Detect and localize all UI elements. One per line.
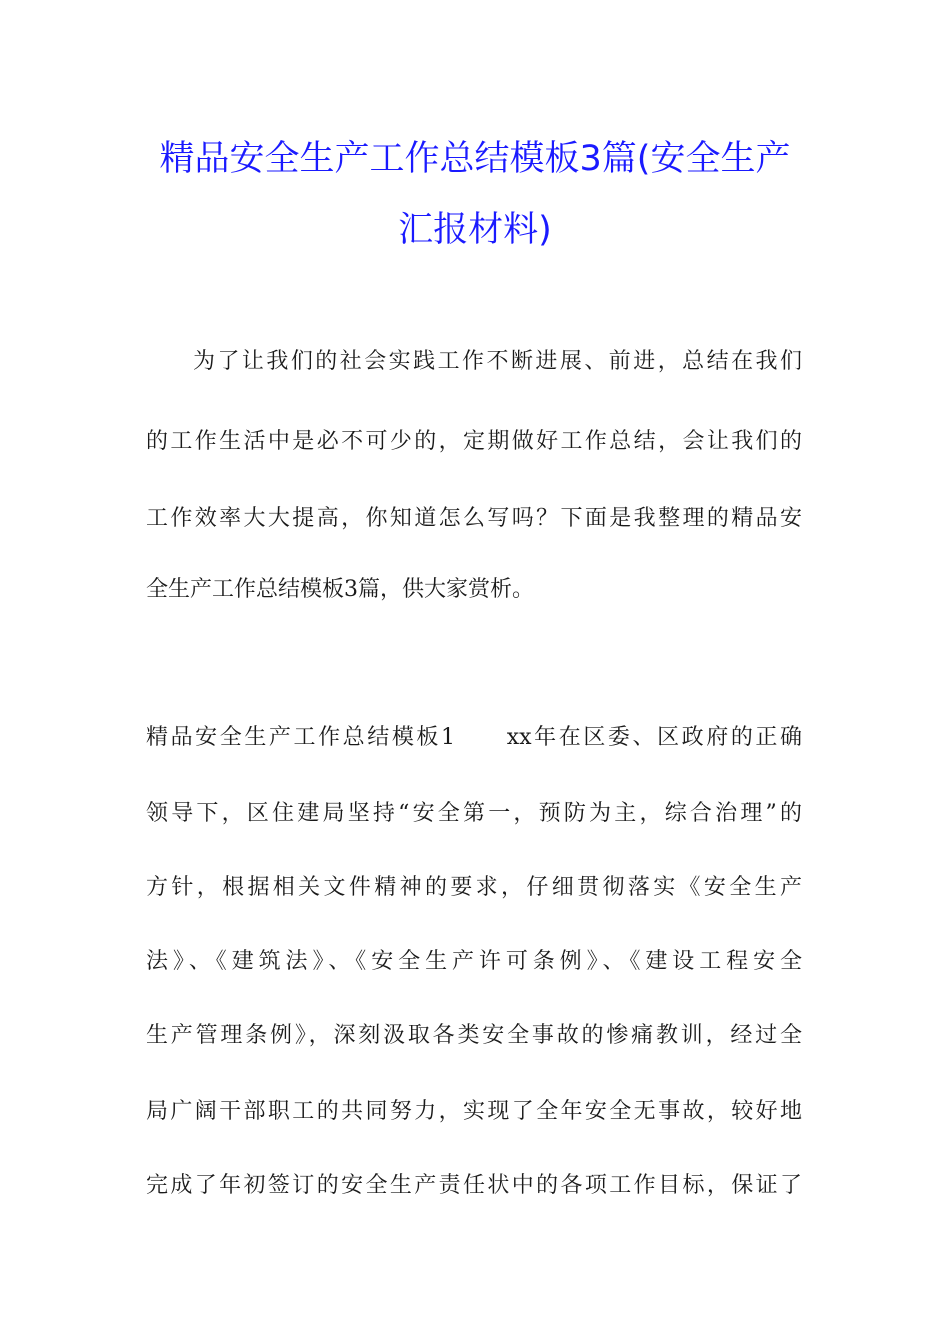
document-title-line-2: 汇报材料) [398, 210, 552, 250]
body-paragraph-line: 法》、《建筑法》、《安全生产许可条例》、《建设工程安全 [146, 949, 802, 974]
intro-paragraph-line: 的工作生活中是必不可少的，定期做好工作总结，会让我们的 [146, 429, 802, 454]
intro-paragraph-line: 全生产工作总结模板3篇，供大家赏析。 [146, 577, 534, 602]
body-paragraph-line: 精品安全生产工作总结模板1 xx年在区委、区政府的正确 [146, 725, 802, 750]
body-paragraph-line: 方针，根据相关文件精神的要求，仔细贯彻落实《安全生产 [146, 875, 802, 900]
intro-paragraph-line: 工作效率大大提高，你知道怎么写吗？下面是我整理的精品安 [146, 506, 802, 531]
body-paragraph-line: 生产管理条例》，深刻汲取各类安全事故的惨痛教训，经过全 [146, 1023, 802, 1048]
body-paragraph-line: 完成了年初签订的安全生产责任状中的各项工作目标，保证了 [146, 1173, 802, 1198]
body-paragraph-line: 局广阔干部职工的共同努力，实现了全年安全无事故，较好地 [146, 1099, 802, 1124]
body-paragraph-line: 领导下，区住建局坚持“安全第一，预防为主，综合治理”的 [146, 801, 802, 826]
document-title-line-1: 精品安全生产工作总结模板3篇(安全生产 [159, 139, 791, 179]
intro-paragraph-line: 为了让我们的社会实践工作不断进展、前进，总结在我们 [193, 349, 802, 374]
